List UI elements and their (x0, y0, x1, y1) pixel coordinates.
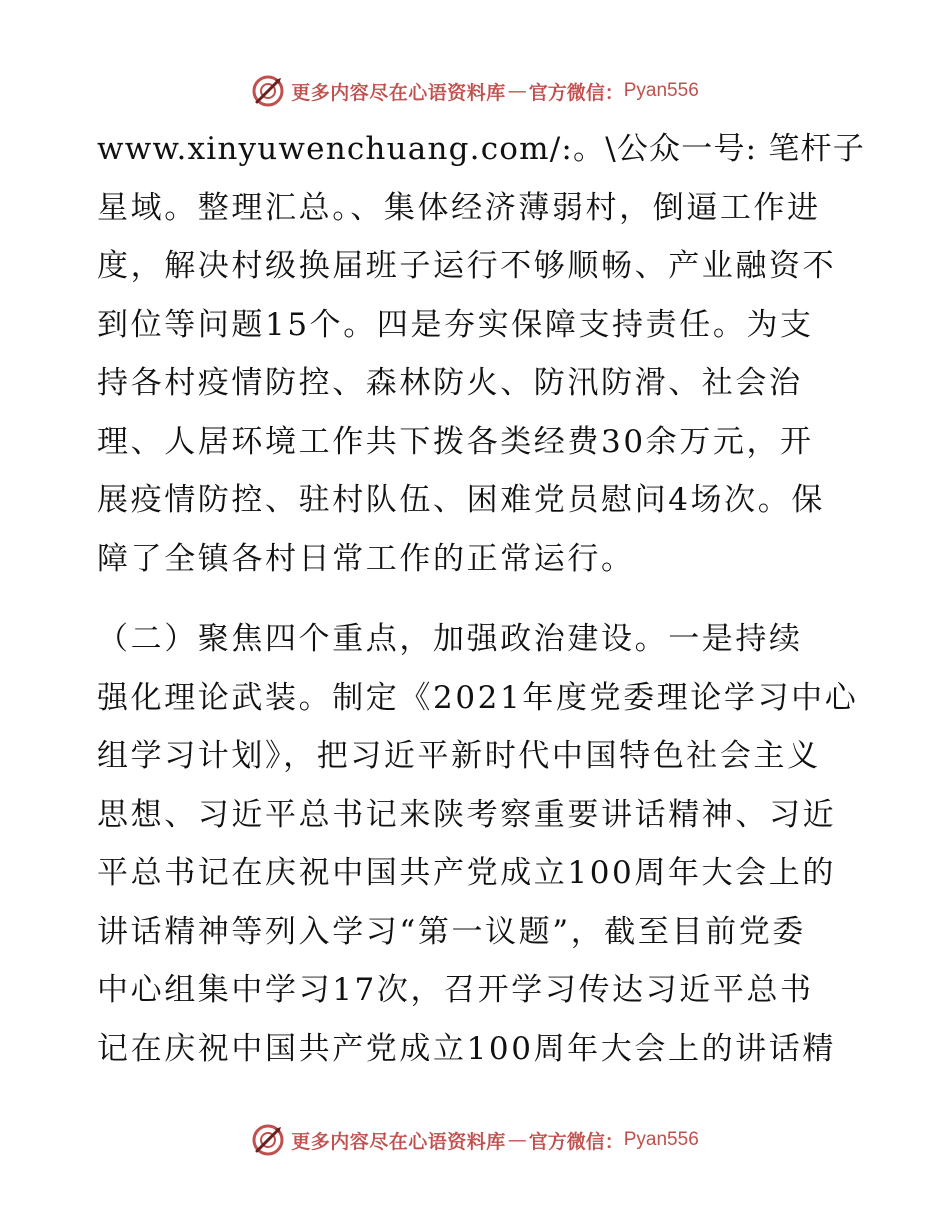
text-line: 组学习计划》，把习近平新时代中国特色社会主义 (97, 738, 821, 774)
footer-banner (0, 1120, 950, 1160)
text-line: 中心组集中学习17次，召开学习传达习近平总书 (97, 972, 814, 1008)
header-banner (0, 71, 950, 111)
text-line: 记在庆祝中国共产党成立100周年大会上的讲话精 (97, 1030, 836, 1067)
brand-logo-icon (251, 74, 285, 108)
brand-logo-icon (251, 1123, 285, 1157)
banner-wechat-id: Pyan556 (623, 80, 699, 101)
text-line: www.xinyuwenchuang.com/:。\公众一号: 笔杆子 (97, 131, 865, 167)
text-line: 障了全镇各村日常工作的正常运行。 (97, 540, 635, 577)
banner-wechat-label: 官方微信： (528, 81, 624, 104)
paragraph-gap (97, 588, 857, 610)
text-line: 平总书记在庆祝中国共产党成立100周年大会上的 (97, 855, 836, 891)
paragraph-2 (97, 610, 857, 1078)
banner-separator: — (507, 80, 527, 102)
banner-wechat-id: Pyan556 (623, 1129, 699, 1150)
banner-main-text: 更多内容尽在心语资料库 (291, 81, 506, 104)
text-line: 强化理论武装。制定《2021年度党委理论学习中心 (97, 679, 859, 716)
banner-wechat-label: 官方微信： (528, 1130, 624, 1153)
paragraph-1 (97, 120, 865, 588)
document-body (97, 120, 865, 1078)
text-line: 星域。整理汇总。、集体经济薄弱村，倒逼工作进 (97, 189, 821, 226)
text-line: 理、人居环境工作共下拨各类经费30余万元，开 (97, 423, 814, 460)
text-line: 讲话精神等列入学习“第一议题”，截至目前党委 (97, 913, 806, 950)
text-line: （二）聚焦四个重点，加强政治建设。一是持续 (97, 621, 803, 657)
banner-separator: — (507, 1129, 527, 1151)
text-line: 到位等问题15个。四是夯实保障支持责任。为支 (97, 306, 814, 343)
text-line: 持各村疫情防控、森林防火、防汛防滑、社会治 (97, 365, 803, 401)
text-line: 展疫情防控、驻村队伍、困难党员慰问4场次。保 (97, 482, 825, 518)
banner-main-text: 更多内容尽在心语资料库 (291, 1130, 506, 1153)
text-line: 度，解决村级换届班子运行不够顺畅、产业融资不 (97, 248, 837, 284)
text-line: 思想、习近平总书记来陕考察重要讲话精神、习近 (97, 796, 837, 833)
